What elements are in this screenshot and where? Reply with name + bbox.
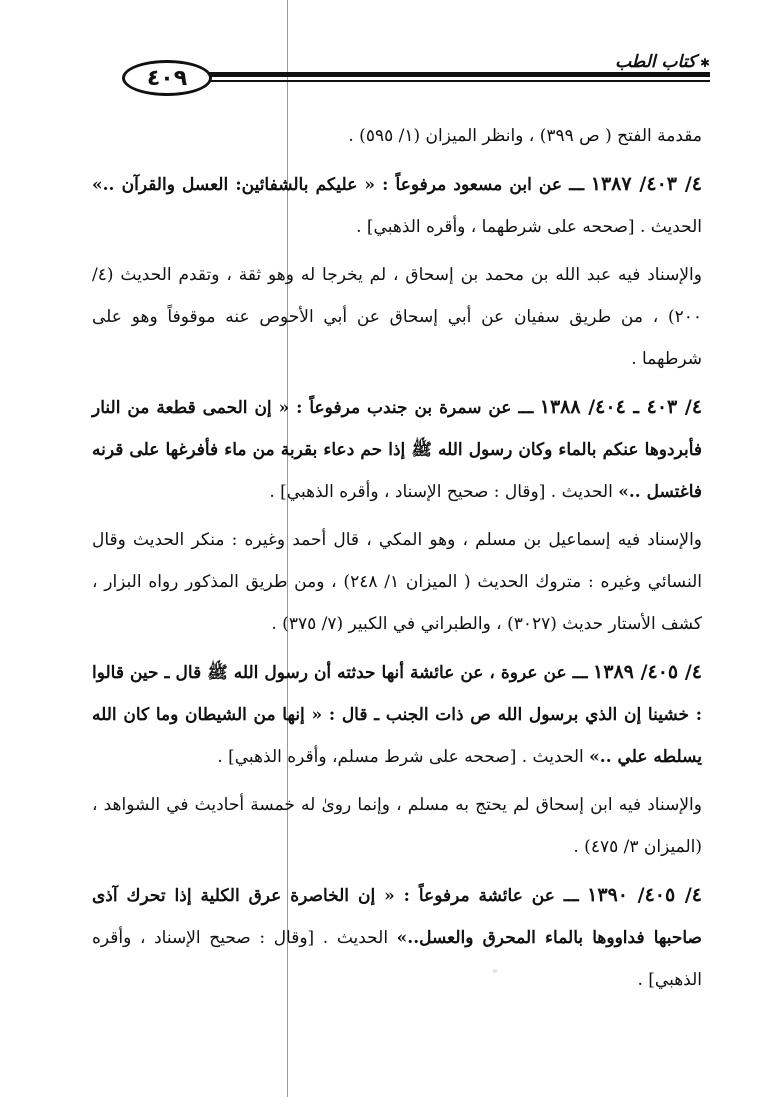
hadith-entry: [92, 874, 702, 1001]
commentary-paragraph: [92, 254, 702, 380]
hadith-text: ـــ عن عائشة مرفوعاً : « إن الخاصرة عرق الكلية إذا تحرك آذى صاحبها فداووها بالماء المحرق والعسل..»: [92, 886, 702, 948]
header-rule-thick: [160, 72, 710, 77]
paragraph: [92, 115, 702, 157]
hadith-grading: الحديث . [صححه على شرطهما ، وأقره الذهبي] .: [356, 217, 702, 237]
ornament-star-icon: ✱: [699, 56, 710, 70]
hadith-text: ـــ عن ابن مسعود مرفوعاً : « عليكم بالشفائين: العسل والقرآن ..»: [92, 175, 585, 195]
hadith-text: ـــ عن عروة ، عن عائشة أنها حدثته أن رسول الله ﷺ قال ـ حين قالوا : خشينا إن الذي برسول الله ص ذات الجنب ـ قال : « إنها من الشيطان وما كان الله يسلطه علي ..»: [92, 663, 702, 767]
page-header: [100, 52, 710, 92]
header-rule-thin: [160, 80, 710, 82]
commentary-paragraph: [92, 519, 702, 645]
page-body: [92, 115, 702, 1001]
entry-number: ٤/ ٤٠٥/ ١٣٩٠: [587, 884, 702, 906]
hadith-grading: الحديث . [وقال : صحيح الإسناد ، وأقره الذهبي] .: [92, 928, 702, 990]
commentary-text: والإسناد فيه عبد الله بن محمد بن إسحاق ، لم يخرجا له وهو ثقة ، وتقدم الحديث (٤/ ٢٠٠) ، من طريق سفيان عن أبي إسحاق عن أبي الأحوص عنه موقوفاً وهو على شرطهما .: [92, 265, 702, 369]
hadith-entry: [92, 386, 702, 513]
hadith-entry: [92, 651, 702, 778]
page-number-badge: [122, 60, 212, 96]
book-title: كتاب الطب: [615, 52, 696, 72]
hadith-entry: [92, 163, 702, 248]
hadith-grading: الحديث . [وقال : صحيح الإسناد ، وأقره الذهبي] .: [269, 482, 619, 502]
hadith-text: ـــ عن سمرة بن جندب مرفوعاً : « إن الحمى قطعة من النار فأبردوها عنكم بالماء وكان رسول الله ﷺ إذا حم دعاء بقربة من ماء فأفرغها على قرنه فاغتسل ..»: [92, 398, 702, 502]
entry-number: ٤/ ٤٠٥/ ١٣٨٩: [593, 661, 702, 683]
commentary-text: والإسناد فيه ابن إسحاق لم يحتج به مسلم ، وإنما روىٰ له خمسة أحاديث في الشواهد ، (الميزان ٣/ ٤٧٥) .: [92, 795, 702, 857]
page-number: ٤٠٩: [146, 65, 188, 91]
commentary-text: والإسناد فيه إسماعيل بن مسلم ، وهو المكي ، قال أحمد وغيره : منكر الحديث وقال النسائي وغيره : متروك الحديث ( الميزان ١/ ٢٤٨) ، ومن طريق المذكور رواه البزار ، كشف الأستار حديث (٣٠٢٧) ، والطبراني في الكبير (٧/ ٣٧٥) .: [92, 530, 702, 634]
commentary-paragraph: [92, 784, 702, 868]
header-title: [607, 52, 710, 72]
hadith-grading: الحديث . [صححه على شرط مسلم، وأقره الذهبي] .: [217, 747, 590, 767]
paragraph-text: مقدمة الفتح ( ص ٣٩٩) ، وانظر الميزان (١/ ٥٩٥) .: [348, 126, 702, 146]
entry-number: ٤/ ٤٠٣/ ١٣٨٧: [590, 173, 703, 195]
entry-number: ٤/ ٤٠٣ ـ ٤٠٤/ ١٣٨٨: [539, 396, 703, 418]
scan-speck: [491, 968, 499, 974]
